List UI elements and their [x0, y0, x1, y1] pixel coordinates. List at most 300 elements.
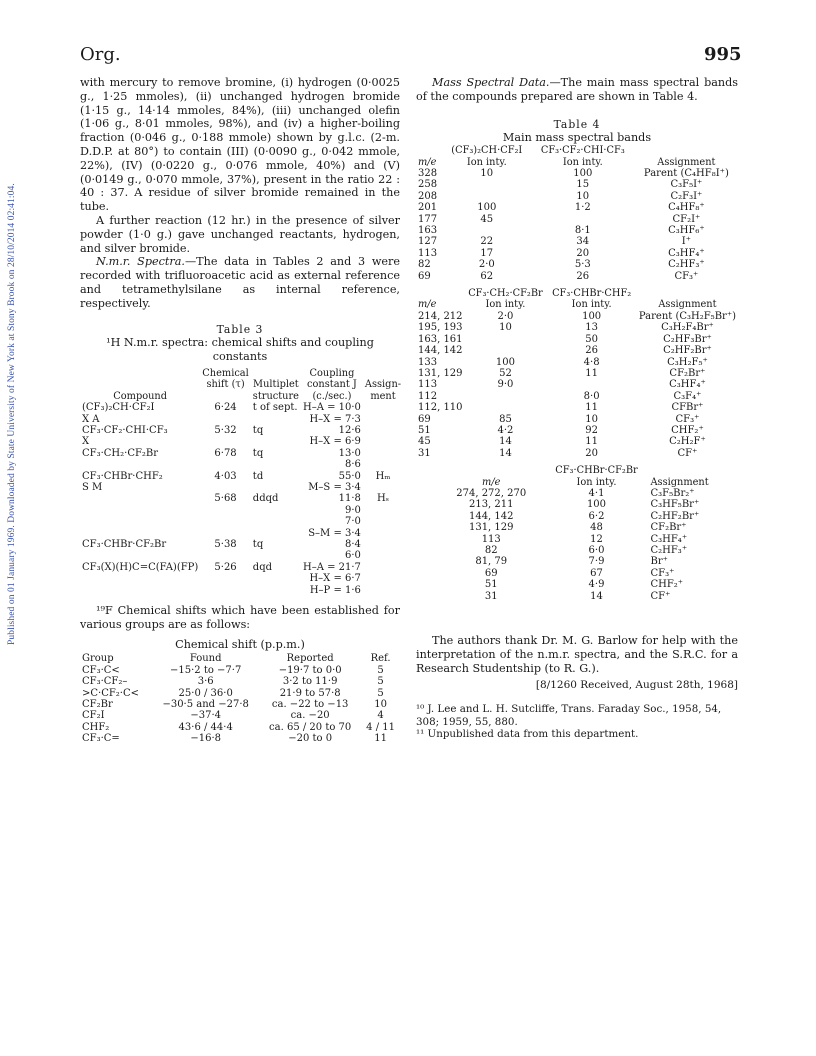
- table-cell: CF₃·CF₂–: [82, 676, 128, 688]
- table-cell: 1·2: [574, 202, 591, 214]
- table-cell: 11: [585, 402, 598, 414]
- table3: [80, 368, 403, 596]
- table-cell: C₃HF₄⁺: [669, 379, 706, 391]
- table-cell: 17: [480, 247, 494, 259]
- table-cell: 213, 211: [468, 499, 514, 511]
- acknowledgement: The authors thank Dr. M. G. Barlow for help with the interpretation of the n.m.r. spectra, and the S.R.C. for a Research Studentship (to R. G.).: [416, 634, 738, 675]
- table-cell: H–X = 6·7: [309, 573, 361, 585]
- f19-body: [80, 665, 400, 745]
- table-cell: 69: [418, 270, 431, 282]
- table-cell: [200, 550, 251, 561]
- table-cell: 62: [480, 270, 494, 282]
- table-cell: [251, 482, 301, 493]
- table-cell: [251, 436, 301, 447]
- table-cell: 4 / 11: [366, 721, 395, 733]
- table-cell: 52: [499, 367, 512, 379]
- table-row: [80, 425, 403, 436]
- table-row: [416, 345, 738, 356]
- table-cell: I⁺: [681, 236, 692, 248]
- table-cell: ca. −20: [290, 710, 330, 722]
- table-row: [416, 379, 738, 390]
- nmr-text: —The data in Tables 2 and 3 were recorded with trifluoroacetic acid as external reference and tetramethylsilane as internal reference, respectively.: [80, 255, 400, 310]
- table4-subtitle: Main mass spectral bands: [502, 131, 652, 145]
- table-row: [438, 568, 738, 579]
- table-row: [438, 545, 738, 556]
- table-cell: [80, 459, 200, 470]
- table-cell: 7·9: [588, 556, 605, 568]
- table-cell: X: [82, 436, 90, 448]
- table-row: [416, 425, 738, 436]
- table-cell: CHF₂⁺: [671, 424, 704, 436]
- table-cell: 328: [418, 168, 438, 179]
- table-row: [416, 391, 738, 402]
- table-cell: [363, 550, 403, 561]
- table-row: [80, 482, 403, 493]
- ms-text: —The main mass spectral bands of the compounds prepared are shown in Table 4.: [416, 76, 739, 103]
- table-cell: 5·68: [214, 493, 237, 505]
- table-row: [438, 511, 738, 522]
- table-cell: C₂HF₂Br⁺: [663, 345, 712, 357]
- table-row: [80, 505, 403, 516]
- table-cell: 67: [590, 567, 603, 579]
- nmr-title: N.m.r. Spectra.: [96, 255, 185, 269]
- table-row: [80, 688, 400, 699]
- page-number: 995: [704, 44, 742, 65]
- table-row: [80, 471, 403, 482]
- table-cell: 177: [418, 213, 438, 225]
- table-cell: 12: [590, 533, 603, 545]
- t4b3-h-me: m/e: [482, 476, 501, 488]
- t3-h-shift: Chemical shift (τ): [202, 367, 249, 391]
- table-cell: CF₃⁺: [650, 567, 675, 579]
- table-cell: 5·38: [214, 539, 237, 551]
- table-cell: 113: [418, 247, 438, 259]
- table-cell: [363, 425, 403, 436]
- table-cell: 100: [586, 499, 607, 511]
- table-cell: 12·6: [338, 424, 361, 436]
- table-cell: [465, 402, 547, 413]
- table-cell: [251, 550, 301, 561]
- table-row: [80, 436, 403, 447]
- table-row: [80, 414, 403, 425]
- ms-paragraph: [416, 76, 738, 104]
- table-cell: 274, 272, 270: [456, 487, 527, 499]
- table-cell: C₃F₅Br₂⁺: [650, 487, 695, 499]
- table-cell: −20 to 0: [288, 733, 333, 745]
- table-row: [416, 311, 738, 322]
- table-cell: CF₃·CH₂·CF₂Br: [82, 447, 159, 459]
- t3-h-assign: Assign-ment: [364, 379, 402, 402]
- table-cell: 112, 110: [418, 402, 463, 414]
- paragraph-reaction: with mercury to remove bromine, (i) hydrogen (0·0025 g., 1·25 mmoles), (ii) unchanged hydrogen bromide (1·15 g., 14·14 mmoles, 84%), (iii) unchanged olefin (1·06 g., 8·01 mmoles, 98%), and (iv) a higher-boiling fraction (0·046 g., 0·188 mmole) shown by g.l.c. (2-m. D.D.P. at 80°) to contain (III) (0·0090 g., 0·042 mmole, 22%), (IV) (0·0220 g., 0·076 mmole, 40%) and (V) (0·0149 g., 0·070 mmole, 37%), present in the ratio 22 : 40 : 37. A residue of silver bromide remained in the tube.: [80, 76, 400, 214]
- table-cell: (CF₃)₂CH·CF₂I: [82, 402, 155, 414]
- table-cell: 144, 142: [418, 345, 463, 357]
- table-cell: 69: [418, 413, 431, 425]
- table-cell: [200, 482, 251, 493]
- table-cell: [363, 573, 403, 584]
- table-cell: [443, 191, 531, 202]
- table-cell: [363, 505, 403, 516]
- table-cell: 11·8: [338, 493, 361, 505]
- table-cell: 92: [585, 424, 598, 436]
- f19-h-group: Group: [82, 653, 114, 665]
- paragraph-silver: A further reaction (12 hr.) in the presence of silver powder (1·0 g.) gave unchanged reactants, hydrogen, and silver bromide.: [80, 213, 400, 255]
- table-cell: S M: [82, 482, 103, 493]
- table-row: [416, 259, 738, 270]
- table-row: [438, 488, 738, 499]
- table-cell: C₃HF₄⁺: [668, 247, 705, 259]
- table-cell: [363, 414, 403, 425]
- table-cell: CFBr⁺: [671, 402, 704, 414]
- table-cell: C₂HF₃⁺: [650, 545, 688, 556]
- table-cell: −16·8: [190, 733, 221, 745]
- table-cell: Br⁺: [650, 556, 668, 568]
- table-row: [80, 722, 400, 733]
- table-cell: C₂H₂F⁺: [669, 436, 706, 448]
- table-cell: tq: [252, 424, 264, 436]
- table-cell: 100: [477, 202, 497, 214]
- table-cell: 55·0: [338, 470, 361, 482]
- table-cell: CF₂Br⁺: [650, 522, 687, 534]
- table-cell: Parent (C₄HF₈I⁺): [643, 168, 729, 179]
- table-cell: [531, 214, 635, 225]
- table-cell: dqd: [252, 561, 273, 573]
- table-cell: 85: [499, 413, 512, 425]
- table-cell: 6·0: [345, 550, 361, 562]
- table-cell: 22: [480, 236, 494, 248]
- table-cell: [200, 516, 251, 527]
- table-cell: [363, 562, 403, 573]
- footnote-10: ¹⁰ J. Lee and L. H. Sutcliffe, Trans. Faraday Soc., 1958, 54, 308; 1959, 55, 880.: [416, 703, 722, 728]
- table-cell: 127: [418, 236, 438, 248]
- t3-h-multiplet: Multiplet structure: [252, 379, 299, 402]
- table-row: [80, 585, 403, 596]
- table-row: [438, 556, 738, 567]
- table-cell: [363, 539, 403, 550]
- t4b3-h-c1: CF₃·CHBr·CF₂Br Ion inty.: [555, 465, 638, 488]
- table-cell: 14: [499, 436, 512, 448]
- table-cell: [200, 585, 251, 596]
- table-cell: 20: [585, 447, 598, 459]
- table-cell: 14: [499, 447, 512, 459]
- t3-h-coupling: Coupling constant J (c./sec.): [307, 367, 357, 402]
- table-row: [80, 528, 403, 539]
- table-cell: −37·4: [190, 710, 221, 722]
- table-cell: 214, 212: [418, 310, 463, 322]
- table-cell: [251, 573, 301, 584]
- t4b1-h-c1: (CF₃)₂CH·CF₂I Ion inty.: [451, 145, 523, 168]
- table-cell: [200, 573, 251, 584]
- table-row: [80, 710, 400, 721]
- f19-h-reported: Reported: [286, 653, 334, 665]
- table-row: [80, 562, 403, 573]
- table-cell: Hₘ: [375, 470, 391, 482]
- table-cell: >C·CF₂·C<: [82, 687, 140, 699]
- table-row: [80, 448, 403, 459]
- table-row: [438, 534, 738, 545]
- table-cell: 6·0: [588, 545, 605, 556]
- table-row: [438, 591, 738, 602]
- table-row: [80, 733, 400, 744]
- table-cell: 10: [499, 322, 512, 334]
- table-cell: 258: [418, 179, 438, 191]
- table-cell: [80, 493, 200, 504]
- table4-block1: [416, 145, 738, 282]
- table-cell: 113: [481, 533, 501, 545]
- t4b1-h-c2: CF₃·CF₂·CHI·CF₃ Ion inty.: [540, 145, 625, 168]
- table-cell: C₃HF₆⁺: [668, 225, 705, 237]
- table3-subtitle: ¹H N.m.r. spectra: chemical shifts and coupling constants: [106, 336, 374, 364]
- table-cell: CF₃·CF₂·CHI·CF₃: [82, 424, 168, 436]
- table-row: [80, 676, 400, 687]
- table-cell: 6·78: [214, 447, 237, 459]
- table-cell: [200, 414, 251, 425]
- table-cell: 14: [590, 590, 603, 602]
- t4b3-h-assign: Assignment: [650, 476, 709, 488]
- table-cell: 81, 79: [475, 556, 508, 568]
- table-cell: CF₃·CHBr·CHF₂: [82, 470, 163, 482]
- table4-caption: Table 4: [553, 117, 601, 131]
- table-cell: 4·2: [497, 424, 514, 436]
- table-cell: 9·0: [345, 504, 361, 516]
- table-cell: [251, 414, 301, 425]
- left-column: [80, 76, 400, 745]
- table-cell: tq: [252, 539, 264, 551]
- table-cell: [363, 448, 403, 459]
- table-cell: 45: [418, 436, 431, 448]
- table-cell: [546, 379, 636, 390]
- table-cell: 195, 193: [418, 322, 463, 334]
- table-cell: [363, 482, 403, 493]
- table-cell: 163, 161: [418, 333, 463, 345]
- table-row: [416, 334, 738, 345]
- table-cell: 133: [418, 356, 438, 368]
- table-cell: 4: [377, 710, 384, 722]
- table-cell: 6·2: [588, 510, 605, 522]
- table-cell: [80, 585, 200, 596]
- table-cell: [200, 459, 251, 470]
- table-cell: CF₃⁺: [674, 270, 699, 282]
- table-cell: ca. 65 / 20 to 70: [269, 721, 352, 733]
- table-cell: [251, 505, 301, 516]
- table-cell: 163: [418, 225, 438, 237]
- table-cell: [251, 528, 301, 539]
- t4b1-h-me: m/e: [418, 156, 437, 168]
- received-line: [8/1260 Received, August 28th, 1968]: [535, 679, 738, 692]
- table-cell: [363, 459, 403, 470]
- table-cell: −30·5 and −27·8: [162, 699, 249, 711]
- table-row: [80, 665, 400, 676]
- ms-title: Mass Spectral Data.: [432, 76, 550, 89]
- table-cell: M–S = 3·4: [308, 482, 361, 493]
- table-cell: 11: [374, 733, 387, 745]
- table-cell: CF₂Br⁺: [669, 367, 706, 379]
- table-cell: Hₛ: [376, 493, 390, 505]
- table-cell: 5·26: [214, 561, 237, 573]
- table-cell: 2·0: [478, 259, 495, 271]
- table-cell: [251, 585, 301, 596]
- table-cell: CHF₂⁺: [650, 579, 684, 591]
- table-cell: 31: [418, 447, 431, 459]
- t4b2-h-c1: CF₃·CH₂·CF₂Br Ion inty.: [468, 288, 543, 311]
- table-row: [416, 236, 738, 247]
- table-cell: ddqd: [252, 493, 279, 505]
- table-cell: X A: [82, 413, 100, 425]
- table-cell: 69: [484, 567, 498, 579]
- table-cell: 26: [576, 270, 590, 282]
- table-cell: 8·6: [345, 459, 361, 471]
- table-cell: C₂HF₃Br⁺: [663, 333, 712, 345]
- table-cell: C₃HF₄⁺: [650, 533, 688, 545]
- table-cell: 7·0: [345, 516, 361, 528]
- table-cell: C₄HF₈⁺: [668, 202, 705, 214]
- block3-body: [438, 488, 738, 602]
- table-cell: CF⁺: [650, 590, 671, 602]
- table-cell: −15·2 to −7·7: [170, 664, 242, 676]
- table-cell: 100: [495, 356, 515, 368]
- table-cell: 5·3: [574, 259, 591, 271]
- table-cell: [80, 505, 200, 516]
- table-cell: [200, 505, 251, 516]
- table-cell: CF₃·CHBr·CF₂Br: [82, 539, 167, 551]
- table-cell: [200, 436, 251, 447]
- table3-caption: Table 3: [216, 322, 264, 336]
- table-cell: H–A = 21·7: [302, 561, 361, 573]
- table-cell: 45: [480, 213, 494, 225]
- t4b2-h-me: m/e: [418, 299, 437, 311]
- table-cell: 51: [418, 424, 431, 436]
- table-cell: 5: [377, 687, 384, 699]
- table-cell: 5·32: [214, 424, 237, 436]
- table-cell: 13·0: [338, 447, 361, 459]
- table-cell: Parent (C₃H₂F₅Br⁺): [638, 310, 736, 322]
- table-row: [416, 322, 738, 333]
- footnote-11: ¹¹ Unpublished data from this department.: [416, 728, 639, 741]
- table-cell: 31: [484, 590, 498, 602]
- table-cell: 11: [585, 436, 598, 448]
- table-cell: CHF₂: [82, 721, 110, 733]
- table-cell: S–M = 3·4: [308, 527, 361, 539]
- t4b2-h-c2: CF₃·CHBr·CHF₂ Ion inty.: [552, 288, 632, 311]
- table-cell: 51: [484, 579, 498, 591]
- table-cell: [80, 528, 200, 539]
- table-cell: [363, 528, 403, 539]
- table-row: [416, 214, 738, 225]
- table-row: [80, 493, 403, 504]
- table-cell: tq: [252, 447, 264, 459]
- table-cell: 2·0: [497, 310, 514, 322]
- table-row: [80, 699, 400, 710]
- table-row: [80, 459, 403, 470]
- table-cell: C₃F₄⁺: [673, 390, 702, 402]
- table-cell: 10: [374, 699, 387, 711]
- table-cell: H–X = 7·3: [309, 413, 361, 425]
- table-cell: 3·6: [197, 676, 214, 688]
- table-row: [438, 499, 738, 510]
- table-row: [416, 436, 738, 447]
- table-cell: 15: [576, 179, 590, 191]
- table-cell: 10: [585, 413, 598, 425]
- f19-note: ¹⁹F Chemical shifts which have been established for various groups are as follows:: [80, 604, 400, 631]
- journal-section: Org.: [80, 44, 121, 65]
- block2-body: [416, 311, 738, 459]
- table-cell: 8·4: [345, 539, 361, 551]
- f19-subtitle: Chemical shift (p.p.m.): [175, 637, 305, 651]
- table-cell: [443, 225, 531, 236]
- table-cell: 82: [484, 545, 498, 556]
- table-cell: 48: [590, 522, 603, 534]
- table-cell: [363, 436, 403, 447]
- table-cell: 11: [585, 367, 598, 379]
- table-cell: 20: [576, 247, 590, 259]
- table-cell: 34: [576, 236, 590, 248]
- table-cell: 4·9: [588, 579, 605, 591]
- table-cell: 100: [573, 168, 593, 179]
- t3-h-compound: Compound: [113, 390, 168, 402]
- table-cell: 113: [418, 379, 438, 391]
- download-sidebar: [0, 0, 16, 1056]
- table-cell: H–P = 1·6: [309, 584, 361, 596]
- table-cell: H–A = 10·0: [302, 402, 361, 414]
- table-row: [416, 357, 738, 368]
- table-cell: C₂HF₂Br⁺: [650, 510, 700, 522]
- f19-table: [80, 653, 400, 744]
- table-cell: 13: [585, 322, 598, 334]
- table-cell: CF₂Br: [82, 699, 113, 711]
- table-row: [416, 225, 738, 236]
- table-cell: 3·2 to 11·9: [282, 676, 338, 688]
- t4b1-h-assign: Assignment: [657, 156, 716, 168]
- paragraph-nmr: [80, 255, 400, 310]
- table-cell: td: [252, 470, 264, 482]
- table-cell: [363, 402, 403, 413]
- table-cell: [363, 585, 403, 596]
- table4-block2: [416, 288, 738, 459]
- table-row: [416, 191, 738, 202]
- table-cell: [465, 345, 547, 356]
- table-cell: 201: [418, 202, 438, 214]
- table-row: [416, 414, 738, 425]
- table-row: [416, 448, 738, 459]
- table-row: [80, 516, 403, 527]
- table-row: [416, 202, 738, 213]
- table3-body: [80, 402, 403, 596]
- table-row: [438, 579, 738, 590]
- table-cell: 144, 142: [468, 510, 514, 522]
- table-row: [416, 248, 738, 259]
- table-cell: 208: [418, 190, 438, 202]
- table-cell: 5: [377, 664, 384, 676]
- table-cell: t of sept.: [252, 402, 298, 414]
- table-cell: 82: [418, 259, 431, 271]
- table-cell: H–X = 6·9: [309, 436, 361, 448]
- table-cell: CF₃(X)(H)C=C(FA)(FP): [82, 561, 199, 573]
- table-cell: ca. −22 to −13: [271, 699, 349, 711]
- table-cell: [363, 516, 403, 527]
- table-cell: 43·6 / 44·4: [178, 721, 233, 733]
- table-cell: CF⁺: [677, 447, 698, 459]
- table-cell: CF₃·C<: [82, 664, 120, 676]
- table-cell: C₂HF₃⁺: [668, 259, 705, 271]
- table-cell: 112: [418, 390, 438, 402]
- table-cell: [80, 550, 200, 561]
- table-cell: 131, 129: [418, 367, 463, 379]
- table-cell: [251, 516, 301, 527]
- f19-h-ref: Ref.: [370, 653, 391, 665]
- f19-h-found: Found: [189, 653, 222, 665]
- table-cell: 131, 129: [468, 522, 514, 534]
- table-cell: C₃HF₅Br⁺: [650, 499, 700, 511]
